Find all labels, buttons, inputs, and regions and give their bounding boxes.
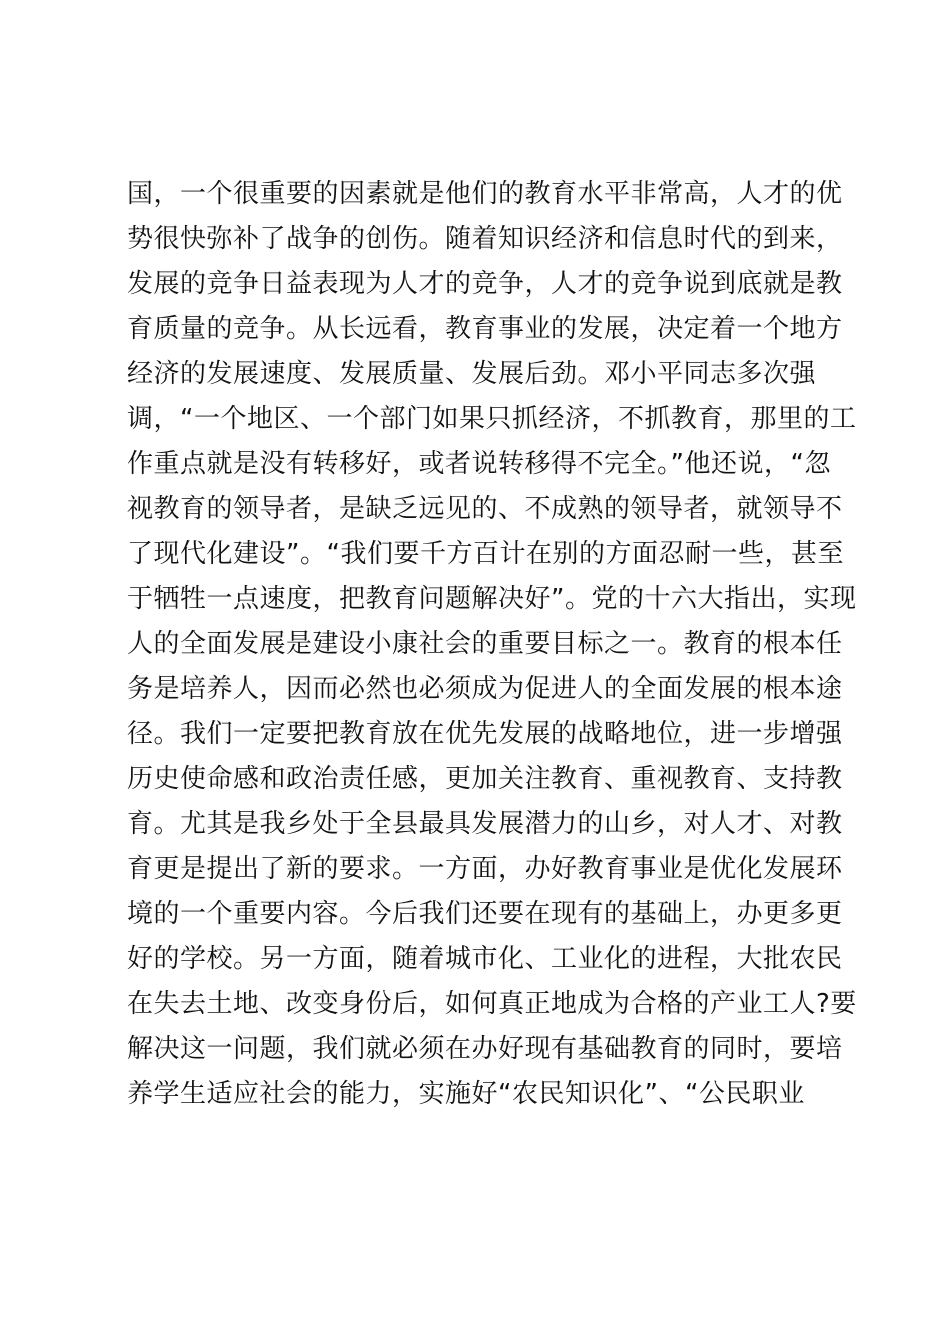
text-line: 育更是提出了新的要求。一方面，办好教育事业是优化发展环 — [127, 854, 843, 884]
text-line: 国，一个很重要的因素就是他们的教育水平非常高，人才的优 — [127, 179, 843, 209]
text-line: 人的全面发展是建设小康社会的重要目标之一。教育的根本任 — [127, 629, 843, 659]
text-line: 调，“一个地区、一个部门如果只抓经济，不抓教育，那里的工 — [127, 404, 857, 434]
text-line: 育质量的竞争。从长远看，教育事业的发展，决定着一个地方 — [127, 314, 843, 344]
body-paragraph — [127, 172, 857, 1117]
text-line: 境的一个重要内容。今后我们还要在现有的基础上，办更多更 — [127, 899, 843, 929]
text-line: 养学生适应社会的能力，实施好“农民知识化”、“公民职业 — [127, 1079, 805, 1109]
text-line: 视教育的领导者，是缺乏远见的、不成熟的领导者，就领导不 — [127, 494, 843, 524]
text-line: 解决这一问题，我们就必须在办好现有基础教育的同时，要培 — [127, 1034, 843, 1064]
text-line: 了现代化建设”。“我们要千方百计在别的方面忍耐一些，甚至 — [127, 539, 844, 569]
text-line: 势很快弥补了战争的创伤。随着知识经济和信息时代的到来， — [127, 224, 843, 254]
text-line: 发展的竞争日益表现为人才的竞争，人才的竞争说到底就是教 — [127, 269, 843, 299]
text-line: 务是培养人，因而必然也必须成为促进人的全面发展的根本途 — [127, 674, 843, 704]
text-line: 作重点就是没有转移好，或者说转移得不完全。”他还说，“忽 — [127, 449, 831, 479]
text-line: 育。尤其是我乡处于全县最具发展潜力的山乡，对人才、对教 — [127, 809, 843, 839]
text-line: 在失去土地、改变身份后，如何真正地成为合格的产业工人?要 — [127, 989, 857, 1019]
text-line: 径。我们一定要把教育放在优先发展的战略地位，进一步增强 — [127, 719, 843, 749]
text-line: 历史使命感和政治责任感，更加关注教育、重视教育、支持教 — [127, 764, 843, 794]
text-line: 经济的发展速度、发展质量、发展后劲。邓小平同志多次强 — [127, 359, 817, 389]
text-line: 于牺牲一点速度，把教育问题解决好”。党的十六大指出，实现 — [127, 584, 857, 614]
text-line: 好的学校。另一方面，随着城市化、工业化的进程，大批农民 — [127, 944, 843, 974]
